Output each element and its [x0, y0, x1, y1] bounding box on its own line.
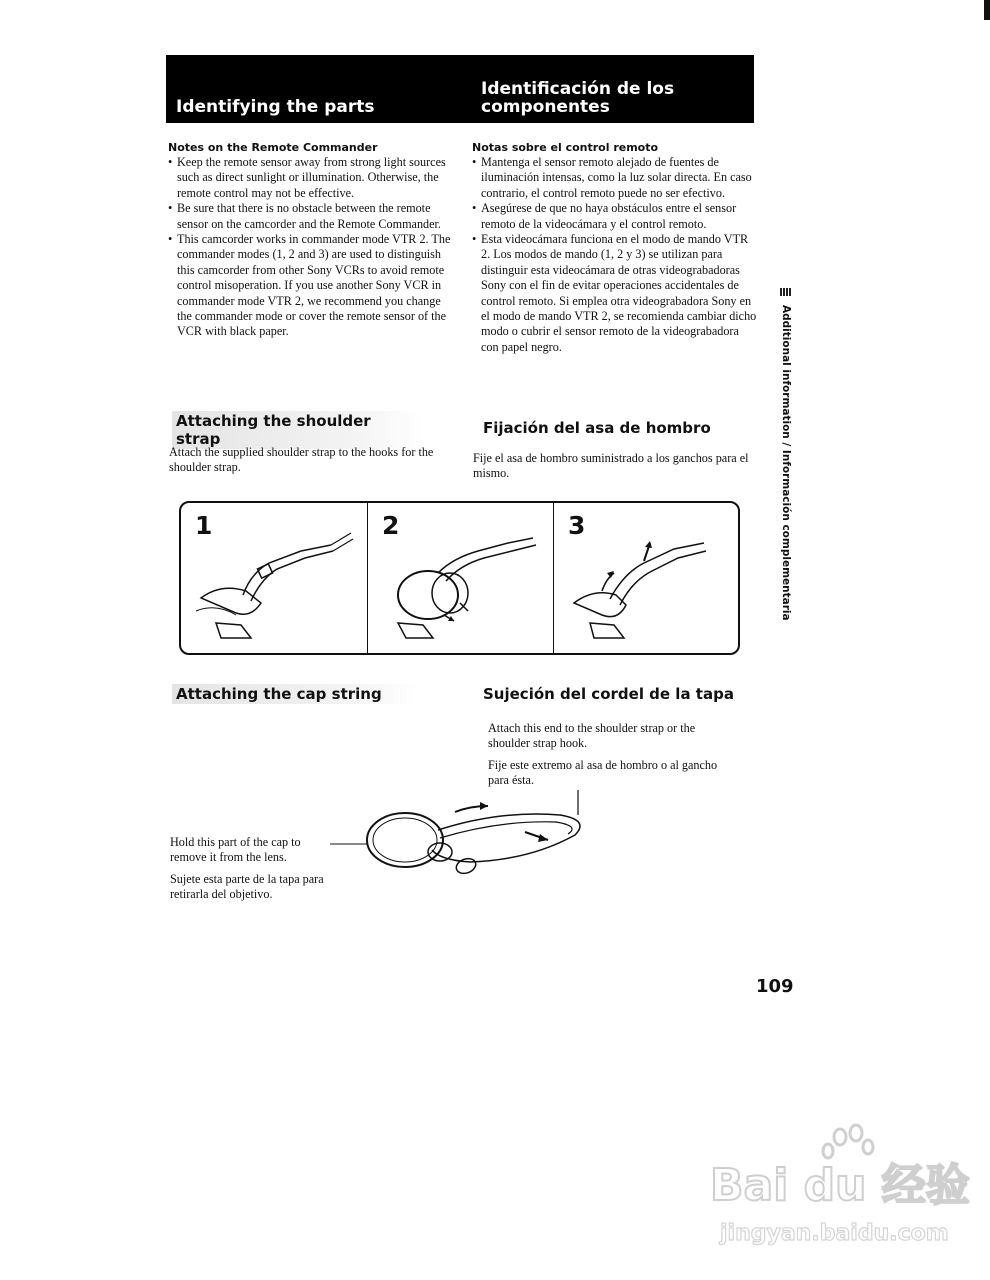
cap-attach-text-en: Attach this end to the shoulder strap or the shoulder strap hook.	[488, 721, 696, 751]
notes-list-en	[168, 155, 453, 340]
header-title-es: Identificación de los componentes	[481, 79, 675, 117]
cap-string-title-es: Sujeción del cordel de la tapa	[483, 685, 734, 703]
list-item: • Esta videocámara funciona en el modo de mando VTR 2. Los modos de mando (1, 2 y 3) se utilizan para distinguir esta videocámara de otras videograbadoras Sony con el fin de evitar operaciones accidentales de control remoto. Si emplea otra videograbadora Sony en el modo de mando VTR 2, se recomienda cambiar dicho modo o cubrir el sensor remoto de la videograbadora con papel negro.	[472, 232, 757, 355]
header-title-en: Identifying the parts	[176, 97, 375, 117]
list-item: • This camcorder works in commander mode VTR 2. The commander modes (1, 2 and 3) are used to distinguish this camcorder from other Sony VCRs to avoid remote control misoperation. If you use another Sony VCR in commander mode VTR 2, we recommend you change the commander mode or cover the remote sensor of the VCR with black paper.	[168, 232, 453, 340]
notes-heading-en: Notes on the Remote Commander	[168, 141, 378, 154]
step-panel-2	[367, 503, 554, 653]
notes-list-es	[472, 155, 757, 355]
cap-string-title-en: Attaching the cap string	[172, 684, 420, 704]
step-panel-3	[553, 503, 739, 653]
cap-string-illustration	[320, 770, 600, 890]
shoulder-strap-text-en: Attach the supplied shoulder strap to the hooks for the shoulder strap.	[169, 445, 434, 475]
list-item: • Be sure that there is no obstacle between the remote sensor on the camcorder and the Remote Commander.	[168, 201, 453, 232]
watermark-url: jingyan.baidu.com	[720, 1221, 949, 1246]
page-number: 109	[756, 976, 794, 997]
step-number-1: 1	[195, 511, 213, 540]
cap-hold-text-en: Hold this part of the cap to remove it from the lens.	[170, 835, 301, 865]
page-edge-mark	[984, 0, 990, 20]
shoulder-strap-title-en: Attaching the shoulder strap	[172, 411, 424, 449]
list-item: • Mantenga el sensor remoto alejado de fuentes de iluminación intensas, como la luz solar directa. En caso contrario, el control remoto puede no ser efectivo.	[472, 155, 757, 201]
watermark-logo	[700, 1125, 970, 1255]
side-label	[770, 305, 800, 621]
strap-steps-panel	[179, 501, 740, 655]
watermark-brand: Bai du 经验	[710, 1160, 970, 1211]
side-tab-mark	[780, 288, 792, 296]
side-label-text: Additional information / Información complementaria	[780, 305, 792, 621]
step-number-2: 2	[382, 511, 400, 540]
shoulder-strap-title-es: Fijación del asa de hombro	[483, 419, 711, 437]
list-item: • Keep the remote sensor away from strong light sources such as direct sunlight or illumination. Otherwise, the remote control may not be effective.	[168, 155, 453, 201]
list-item: • Asegúrese de que no haya obstáculos entre el sensor remoto de la videocámara y el control remoto.	[472, 201, 757, 232]
shoulder-strap-text-es: Fije el asa de hombro suministrado a los ganchos para el mismo.	[473, 451, 749, 481]
cap-hold-text-es: Sujete esta parte de la tapa para retirarla del objetivo.	[170, 872, 324, 902]
step-number-3: 3	[568, 511, 586, 540]
notes-heading-es: Notas sobre el control remoto	[472, 141, 659, 154]
cap-attach-text-es: Fije este extremo al asa de hombro o al gancho para ésta.	[488, 758, 718, 788]
step-panel-1	[181, 503, 367, 653]
